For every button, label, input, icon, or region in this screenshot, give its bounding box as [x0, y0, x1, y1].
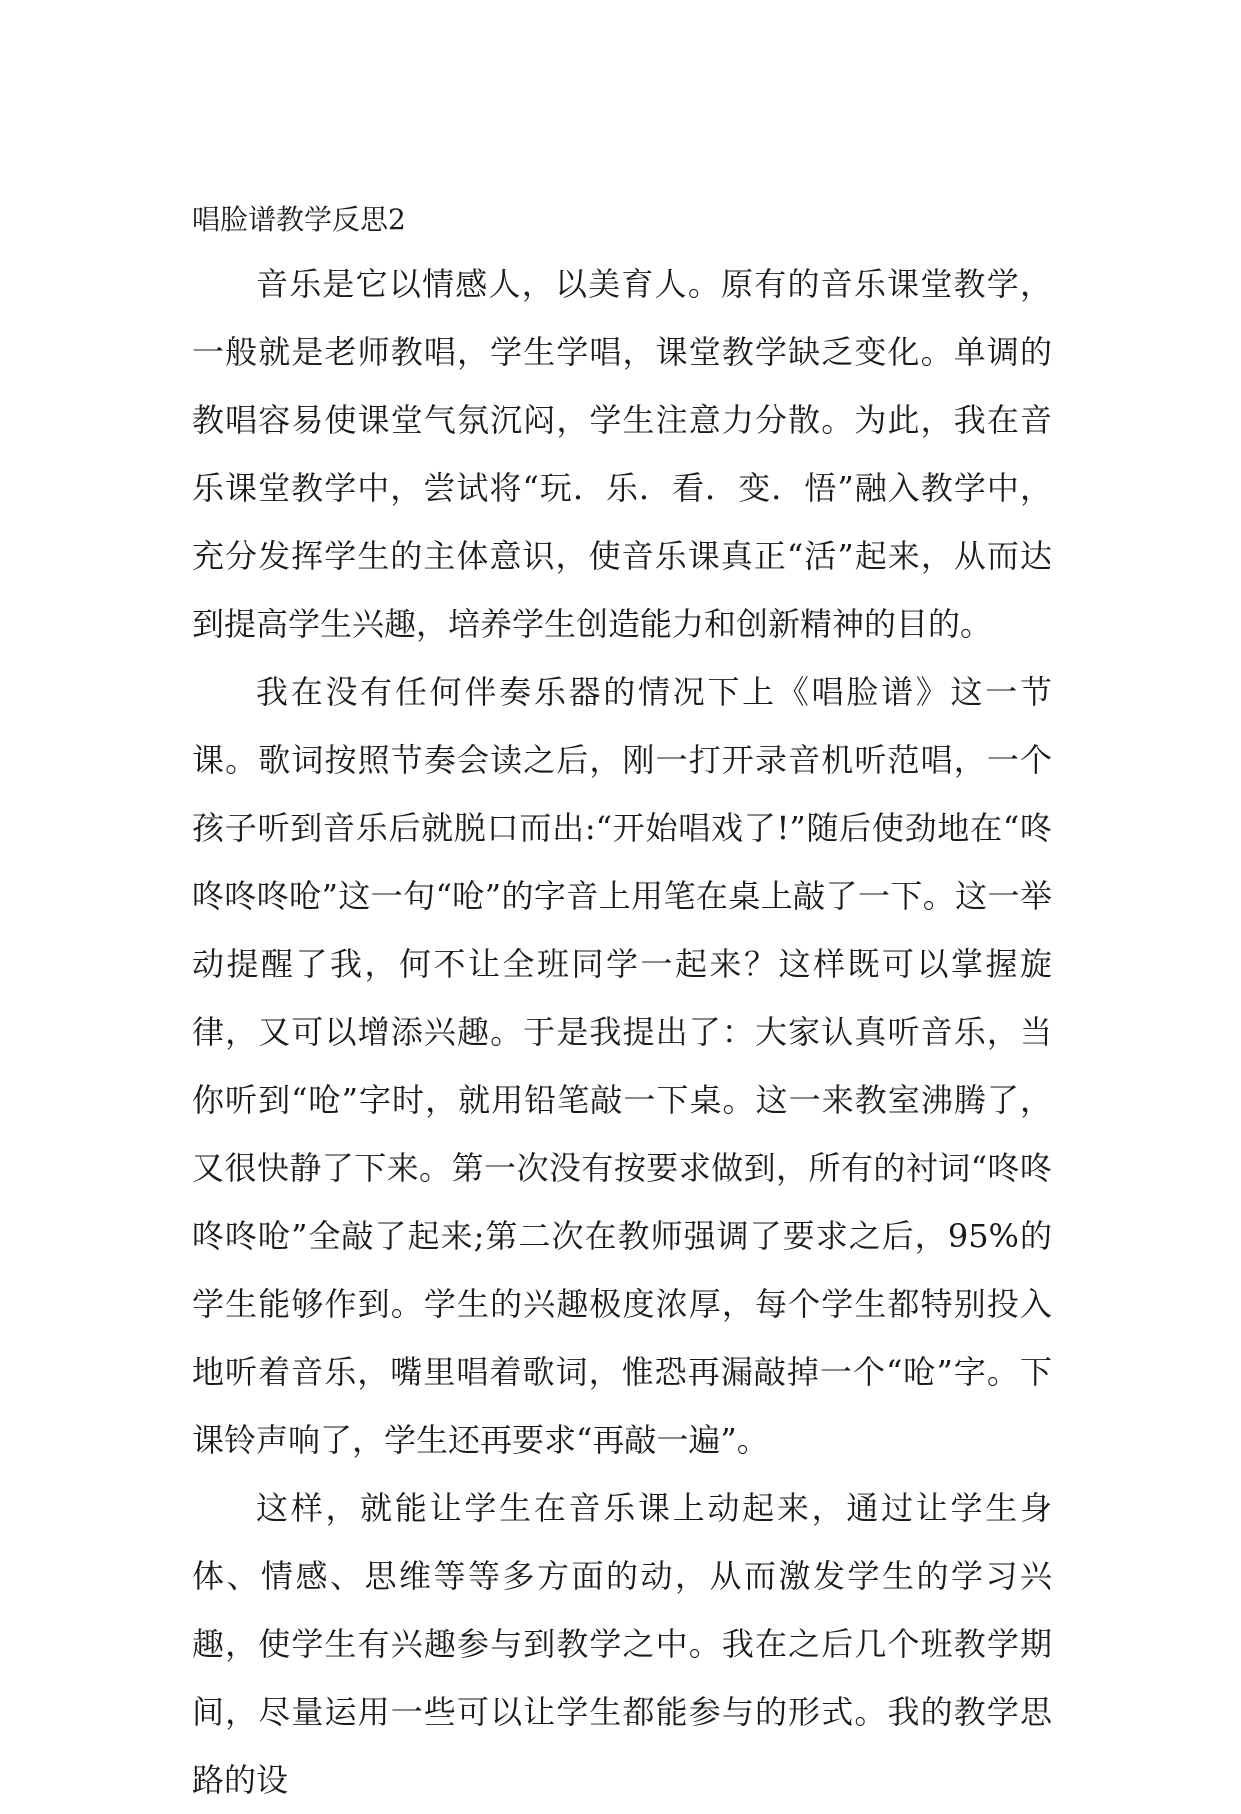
- paragraph-reflection: 这样，就能让学生在音乐课上动起来，通过让学生身体、情感、思维等等多方面的动，从而激发学生的学习兴趣，使学生有兴趣参与到教学之中。我在之后几个班教学期间，尽量运用一些可以让学生都能参与的形式。我的教学思路的设: [192, 1489, 1052, 1799]
- document-title: 唱脸谱教学反思2: [192, 203, 406, 236]
- paragraph-lesson-story: 我在没有任何伴奏乐器的情况下上《唱脸谱》这一节课。歌词按照节奏会读之后，刚一打开录音机听范唱，一个孩子听到音乐后就脱口而出:“开始唱戏了!”随后使劲地在“咚咚咚咚呛”这一句“呛”的字音上用笔在桌上敲了一下。这一举动提醒了我，何不让全班同学一起来？这样既可以掌握旋律，又可以增添兴趣。于是我提出了：大家认真听音乐，当你听到“呛”字时，就用铅笔敲一下桌。这一来教室沸腾了，又很快静了下来。第一次没有按要求做到，所有的衬词“咚咚咚咚呛”全敲了起来;第二次在教师强调了要求之后，95%的学生能够作到。学生的兴趣极度浓厚，每个学生都特别投入地听着音乐，嘴里唱着歌词，惟恐再漏敲掉一个“呛”字。下课铃声响了，学生还再要求“再敲一遍”。: [192, 673, 1052, 1459]
- paragraph-intro: 音乐是它以情感人，以美育人。原有的音乐课堂教学，一般就是老师教唱，学生学唱，课堂教学缺乏变化。单调的教唱容易使课堂气氛沉闷，学生注意力分散。为此，我在音乐课堂教学中，尝试将“玩．乐．看．变．悟”融入教学中，充分发挥学生的主体意识，使音乐课真正“活”起来，从而达到提高学生兴趣，培养学生创造能力和创新精神的目的。: [192, 265, 1052, 643]
- document-body: [192, 190, 1052, 1814]
